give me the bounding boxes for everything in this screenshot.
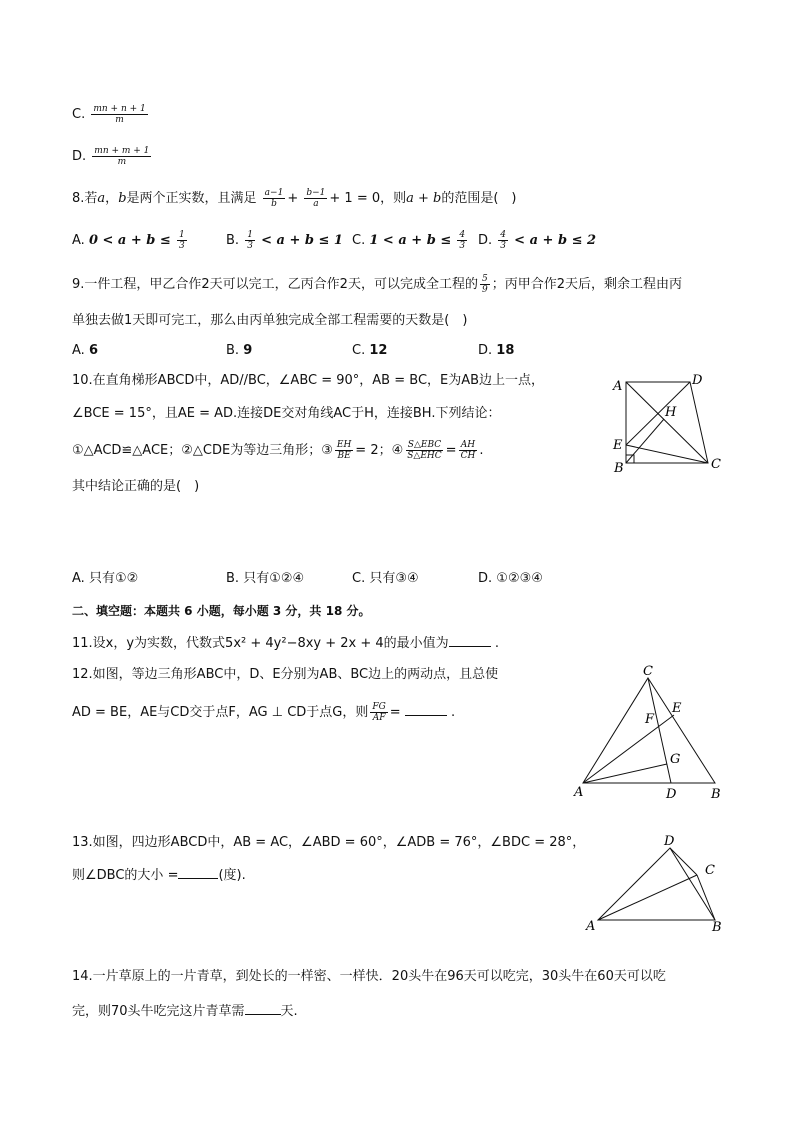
option-label: A.: [72, 343, 85, 358]
q11-text: 11.设x，y为实数，代数式5x² + 4y²−8xy + 2x + 4的最小值为: [72, 636, 449, 651]
option-label: C.: [352, 343, 366, 358]
denominator: 3: [247, 241, 253, 251]
triangle-abd: [598, 848, 715, 920]
q8-expr: a + b: [406, 191, 442, 206]
denominator: 3: [178, 241, 185, 251]
q10-line1: 10.在直角梯形ABCD中，AD//BC，∠ABC = 90°，AB = BC，E为AB边上一点，: [72, 373, 545, 388]
fraction: [304, 188, 327, 209]
fraction: [92, 146, 151, 167]
segment-ac: [598, 875, 697, 920]
fraction: [245, 230, 255, 251]
q13-figure: [580, 830, 730, 940]
numerator: EH: [336, 440, 352, 450]
numerator: mn + m + 1: [94, 146, 150, 156]
option-label: C.: [352, 233, 366, 248]
option-label: D.: [478, 343, 493, 358]
var-a: a: [97, 191, 106, 206]
option-math: < a + b ≤ 2: [514, 233, 597, 248]
label-g: G: [670, 752, 681, 767]
option-value: 只有①②: [88, 571, 139, 586]
q10-figure: [608, 370, 728, 480]
option-label: A.: [72, 233, 85, 248]
denominator: 3: [459, 241, 466, 251]
fraction: [91, 104, 147, 125]
fraction: [177, 230, 187, 251]
q10-option-d: [478, 570, 543, 588]
option-math: < a + b ≤ 1: [261, 233, 343, 248]
option-label: D.: [478, 571, 493, 586]
option-label: B.: [226, 571, 240, 586]
denominator: m: [117, 157, 127, 167]
numerator: 1: [247, 230, 253, 240]
q14-line2: [72, 1002, 298, 1021]
q9-line2: 单独去做1天即可完工，那么由丙单独完成全部工程需要的天数是( ): [72, 313, 468, 328]
numerator: AH: [460, 440, 476, 450]
conclusion-4-label: ④: [391, 443, 404, 458]
numerator: 5: [481, 274, 488, 284]
q9-option-d: [478, 342, 514, 360]
answer-blank[interactable]: [405, 703, 447, 716]
option-math: 1 < a + b ≤: [369, 233, 452, 248]
label-a: A: [586, 919, 596, 934]
fraction: [405, 440, 443, 461]
option-label: D.: [478, 233, 493, 248]
numerator: b−1: [306, 188, 326, 198]
option-value: 18: [496, 343, 515, 358]
q10-option-c: [352, 570, 419, 588]
denominator: b: [271, 199, 277, 209]
answer-blank[interactable]: [245, 1002, 281, 1015]
conclusion-3-rest: = 2；: [355, 443, 392, 458]
q8-option-a: [72, 230, 189, 251]
diagonal-ac: [626, 382, 708, 463]
label-c: C: [705, 863, 715, 878]
q12-line1: 12.如图，等边三角形ABC中，D、E分别为AB、BC边上的两动点，且总使: [72, 667, 499, 682]
label-b: B: [614, 461, 624, 476]
q9-text: 9.一件工程，甲乙合作2天可以完工，乙丙合作2天，可以完成全工程的: [72, 277, 478, 292]
label-e: E: [613, 438, 623, 453]
numerator: S△EBC: [407, 440, 442, 450]
option-value: 只有①②④: [243, 571, 305, 586]
q10-line2: ∠BCE = 15°，且AE = AD.连接DE交对角线AC于H，连接BH.下列结论：: [72, 406, 501, 421]
option-label: B.: [226, 233, 240, 248]
numerator: FG: [372, 702, 386, 712]
option-value: 只有③④: [369, 571, 419, 586]
q8-mid: 是两个正实数，且满足: [126, 191, 257, 206]
q13-text: 则∠DBC的大小 =: [72, 868, 179, 883]
plus: +: [287, 191, 299, 206]
option-label: C.: [72, 107, 86, 122]
q7-option-c: [72, 104, 150, 125]
q9-option-a: [72, 342, 98, 360]
q7-option-d: [72, 146, 153, 167]
option-value: 6: [88, 343, 98, 358]
answer-blank[interactable]: [178, 866, 218, 879]
label-h: H: [665, 405, 677, 420]
q8-suffix: 的范围是( ): [441, 191, 517, 206]
label-d: D: [692, 373, 703, 388]
fraction: [263, 188, 286, 209]
fraction: [457, 230, 467, 251]
q9-option-b: [226, 342, 252, 360]
denominator: a: [313, 199, 319, 209]
label-a: A: [574, 785, 584, 800]
segment-dc: [670, 848, 697, 875]
sep: ，: [105, 191, 119, 206]
q8-option-c: [352, 230, 469, 251]
period: .: [479, 443, 484, 458]
q10-option-a: [72, 570, 138, 588]
option-label: A.: [72, 571, 85, 586]
label-b: B: [711, 787, 721, 802]
denominator: 9: [481, 285, 488, 295]
q10-option-b: [226, 570, 304, 588]
numerator: 4: [500, 230, 507, 240]
q8-prefix: 8.若: [72, 191, 98, 206]
q14-text: 完，则70头牛吃完这片青草需: [72, 1004, 245, 1019]
label-b: B: [712, 920, 722, 935]
q12-line2: [72, 702, 455, 723]
option-value: ①②③④: [496, 571, 543, 586]
numerator: 1: [178, 230, 185, 240]
q13-line1: 13.如图，四边形ABCD中，AB = AC，∠ABD = 60°，∠ADB = 76°，∠BDC = 28°，: [72, 835, 586, 850]
q14-line1: 14.一片草原上的一片青草，到处长的一样密、一样快．20头牛在96天可以吃完，30头牛在60天可以吃: [72, 969, 666, 984]
segment-ec: [626, 445, 708, 463]
option-math: 0 < a + b ≤: [88, 233, 171, 248]
answer-blank[interactable]: [449, 634, 491, 647]
q8-stem: [72, 188, 517, 209]
var-b: b: [118, 191, 127, 206]
option-label: B.: [226, 343, 240, 358]
q8-option-d: [478, 230, 596, 251]
q14-unit: 天.: [280, 1004, 298, 1019]
q10-line4: 其中结论正确的是( ): [72, 479, 200, 494]
q10-conclusions: [72, 440, 483, 461]
label-a: A: [613, 379, 623, 394]
q11-period: .: [494, 636, 499, 651]
label-e: E: [672, 701, 682, 716]
q9-option-c: [352, 342, 387, 360]
numerator: 4: [459, 230, 466, 240]
q8-option-b: [226, 230, 343, 251]
denominator: S△EHC: [407, 451, 442, 461]
q9-text: ；丙甲合作2天后，剩余工程由丙: [491, 277, 682, 292]
fraction: [498, 230, 508, 251]
option-label: C.: [352, 571, 366, 586]
q13-line2: [72, 866, 246, 885]
conclusion-2: ②△CDE为等边三角形；: [181, 443, 322, 458]
fraction: [335, 440, 353, 461]
label-d: D: [666, 787, 677, 802]
option-value: 9: [243, 343, 253, 358]
label-c: C: [711, 457, 721, 472]
numerator: mn + n + 1: [93, 104, 146, 114]
triangle-abc: [583, 678, 715, 783]
fraction: [459, 440, 478, 461]
q8-eq: + 1 = 0，则: [329, 191, 407, 206]
label-f: F: [645, 712, 655, 727]
denominator: CH: [460, 451, 476, 461]
option-value: 12: [369, 343, 388, 358]
conclusion-1: ①△ACD≌△ACE；: [72, 443, 182, 458]
conclusion-3-label: ③: [321, 443, 333, 458]
q12-figure: [570, 660, 730, 805]
equals: =: [389, 705, 401, 720]
denominator: 3: [500, 241, 507, 251]
fraction: [370, 702, 387, 723]
denominator: AF: [372, 713, 386, 723]
segment-cb: [697, 875, 715, 920]
section-title: 二、填空题：本题共 6 小题，每小题 3 分，共 18 分。: [72, 604, 371, 618]
q11: [72, 634, 499, 653]
denominator: m: [115, 115, 124, 125]
q13-unit: (度).: [218, 868, 246, 883]
period: .: [450, 705, 456, 720]
equals: =: [445, 443, 457, 458]
fraction: [480, 274, 490, 295]
numerator: a−1: [264, 188, 284, 198]
label-d: D: [664, 834, 675, 849]
denominator: BE: [337, 451, 351, 461]
option-label: D.: [72, 149, 87, 164]
q9-line1: [72, 274, 682, 295]
label-c: C: [643, 664, 653, 679]
q12-text: AD = BE，AE与CD交于点F，AG ⊥ CD于点G，则: [72, 705, 369, 720]
